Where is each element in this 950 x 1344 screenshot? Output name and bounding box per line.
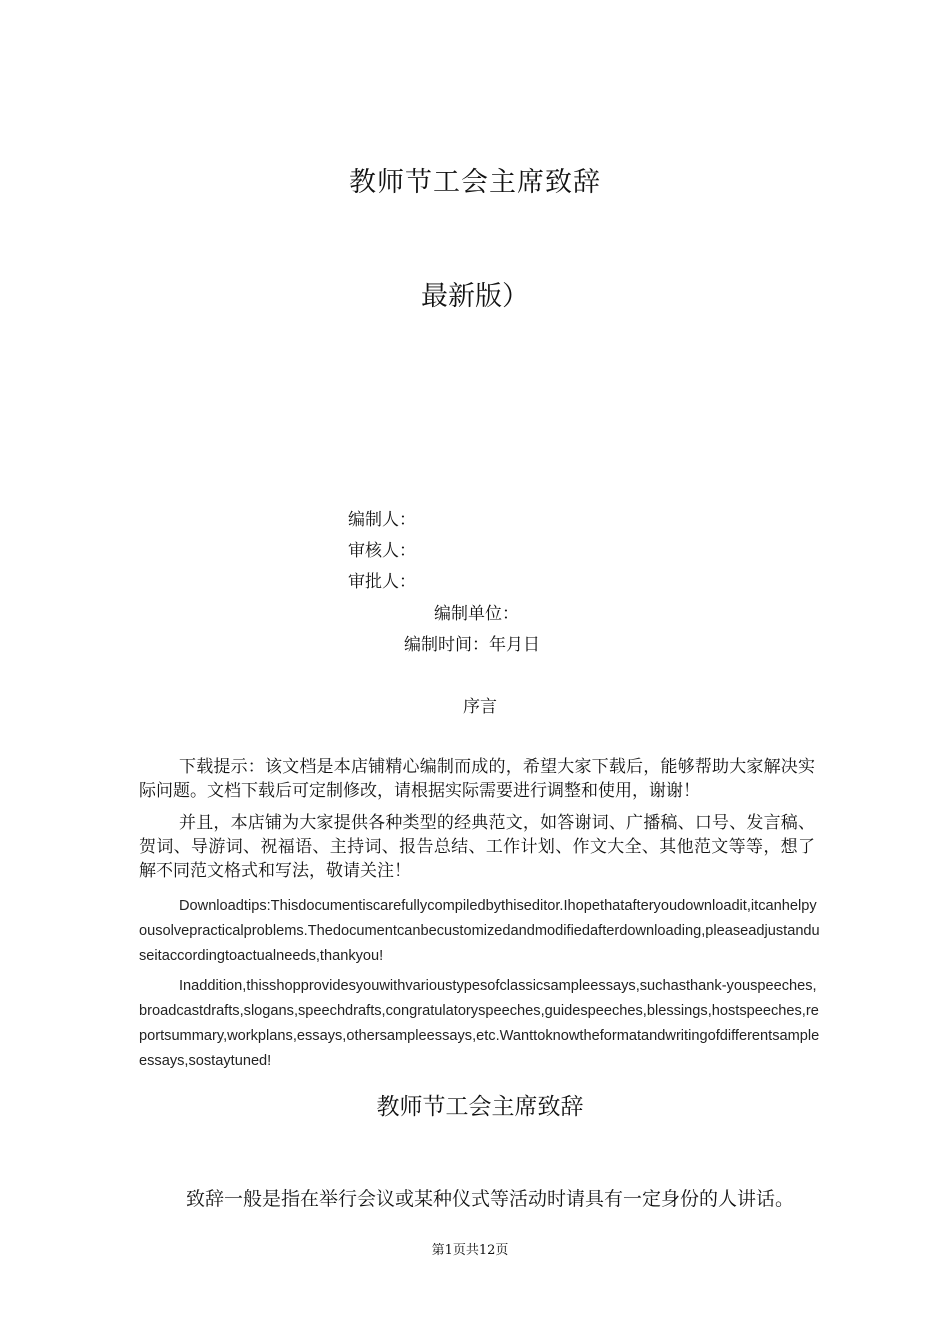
preface-cn-paragraph-1: 下载提示：该文档是本店铺精心编制而成的，希望大家下载后，能够帮助大家解决实际问题。文档下载后可定制修改，请根据实际需要进行调整和使用，谢谢！	[139, 757, 815, 801]
body-text: 致辞一般是指在举行会议或某种仪式等活动时请具有一定身份的人讲话。	[186, 1188, 795, 1210]
meta-time: 编制时间：年月日	[404, 635, 540, 655]
preface-en-paragraph-1: Downloadtips:Thisdocumentiscarefullycompiledbythiseditor.Ihopethatafteryoudownloadit,itcanhelpyousolvepracticalproblems.Thedocumentcanbecustomizedandmodifiedafterdownloading,pleaseadjustanduseitaccordingtoactualneeds,thankyou!	[139, 898, 820, 964]
page-footer: 第1页共12页	[431, 1243, 509, 1258]
meta-editor: 编制人：	[348, 510, 416, 530]
meta-reviewer: 审核人：	[348, 541, 416, 561]
preface-en-paragraph-2: Inaddition,thisshopprovidesyouwithvarioustypesofclassicsampleessays,suchasthank-youspeeches,broadcastdrafts,slogans,speechdrafts,congratulatoryspeeches,guidespeeches,blessings,hostspeeches,reportsummary,workplans,essays,othersampleessays,etc.Wanttoknowtheformatandwritingofdifferentsampleessays,sostaytuned!	[139, 978, 820, 1069]
document-subtitle: 最新版）	[421, 281, 529, 312]
document-title: 教师节工会主席致辞	[349, 167, 601, 198]
preface-cn-paragraph-2: 并且，本店铺为大家提供各种类型的经典范文，如答谢词、广播稿、口号、发言稿、贺词、导游词、祝福语、主持词、报告总结、工作计划、作文大全、其他范文等等，想了解不同范文格式和写法，敬请关注！	[139, 813, 815, 881]
preface-heading: 序言	[463, 697, 497, 717]
meta-unit: 编制单位：	[434, 604, 519, 624]
meta-approver: 审批人：	[348, 572, 416, 592]
section-title: 教师节工会主席致辞	[376, 1094, 584, 1120]
